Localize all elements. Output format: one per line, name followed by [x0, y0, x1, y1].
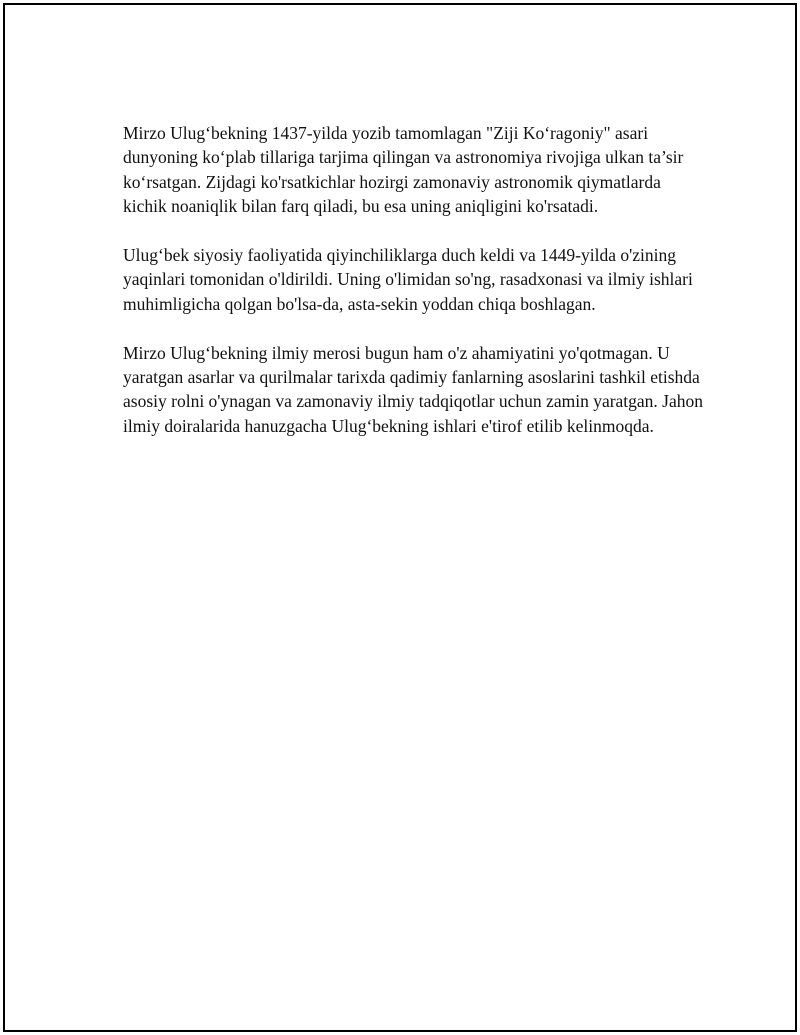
paragraph-political-life: Ulug‘bek siyosiy faoliyatida qiyinchiliklarga duch keldi va 1449-yilda o'zining yaqinlari tomonidan o'ldirildi. Uning o'limidan so'ng, rasadxonasi va ilmiy ishlari muhimligicha qolgan bo'lsa-da, asta-sekin yoddan chiqa boshlagan.	[123, 245, 693, 314]
paragraph-zij-ko-ragoniy: Mirzo Ulug‘bekning 1437-yilda yozib tamomlagan "Ziji Ko‘ragoniy" asari dunyoning ko‘plab tillariga tarjima qilingan va astronomiya rivojiga ulkan ta’sir ko‘rsatgan. Zijdagi ko'rsatkichlar hozirgi zamonaviy astronomik qiymatlarda kichik noaniqlik bilan farq qiladi, bu esa uning aniqligini ko'rsatadi.	[123, 123, 684, 217]
page-border-frame	[3, 3, 797, 1032]
document-body	[123, 121, 703, 463]
paragraph-scientific-legacy: Mirzo Ulug‘bekning ilmiy merosi bugun ham o'z ahamiyatini yo'qotmagan. U yaratgan asarlar va qurilmalar tarixda qadimiy fanlarning asoslarini tashkil etishda asosiy rolni o'ynagan va zamonaviy ilmiy tadqiqotlar uchun zamin yaratgan. Jahon ilmiy doiralarida hanuzgacha Ulug‘bekning ishlari e'tirof etilib kelinmoqda.	[123, 342, 704, 436]
